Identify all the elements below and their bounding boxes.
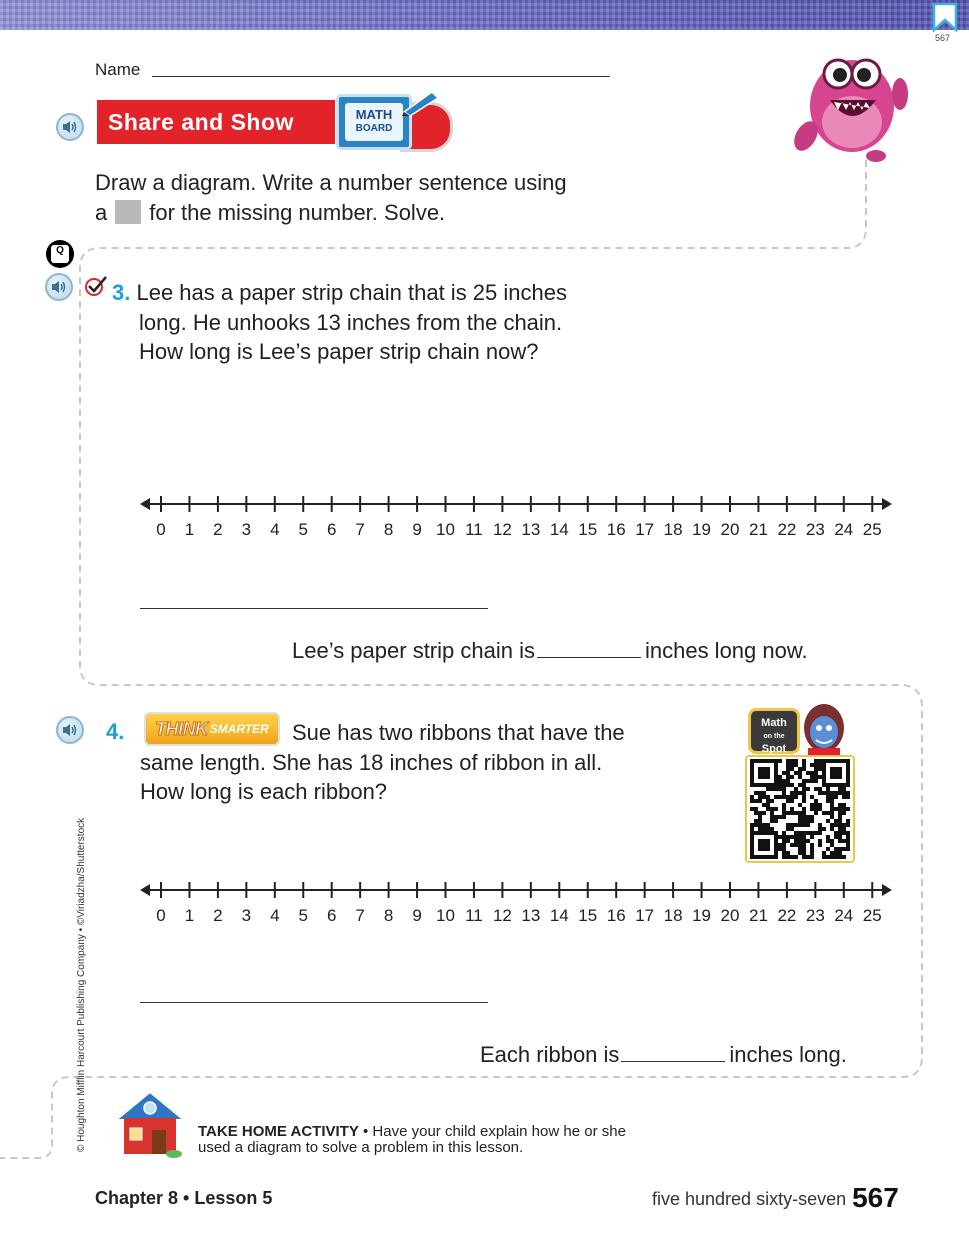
number-sentence-line-problem-3[interactable] (140, 608, 488, 609)
number-line-label: 4 (270, 520, 280, 539)
take-home-title: TAKE HOME ACTIVITY (198, 1123, 359, 1140)
problem-3 (112, 278, 567, 367)
number-line-label: 17 (635, 520, 655, 539)
number-line-label: 23 (805, 906, 825, 925)
arrow-right-icon (882, 498, 892, 510)
answer-3-before: Lee’s paper strip chain is (292, 638, 535, 663)
house-icon (110, 1088, 190, 1160)
mos-line-2: on the (763, 733, 785, 740)
marker-icon (398, 88, 444, 118)
problem-4 (140, 718, 700, 807)
number-line-label: 25 (862, 906, 882, 925)
speaker-icon (62, 120, 78, 134)
number-line-label: 19 (692, 520, 712, 539)
take-home-text-2: used a diagram to solve a problem in this lesson. (198, 1139, 524, 1156)
answer-3-blank[interactable] (537, 639, 641, 658)
number-line-label: 16 (606, 520, 626, 539)
number-line-label: 15 (578, 906, 598, 925)
number-line-label: 20 (720, 906, 740, 925)
number-line-label: 24 (834, 520, 854, 539)
number-line-label: 5 (298, 520, 308, 539)
number-line-label: 21 (748, 520, 768, 539)
number-sentence-line-problem-4[interactable] (140, 1002, 488, 1003)
name-input-line[interactable] (152, 76, 610, 77)
answer-4-after: inches long. (729, 1042, 847, 1067)
monster-character-image (790, 44, 910, 164)
problem-4-line-3: How long is each ribbon? (140, 779, 388, 804)
number-line-label: 5 (298, 906, 308, 925)
chapter-lesson: Chapter 8 • Lesson 5 (95, 1188, 273, 1208)
audio-button[interactable] (56, 113, 84, 141)
number-line-label: 0 (156, 520, 166, 539)
number-line-label: 19 (692, 906, 712, 925)
number-line-label: 22 (777, 906, 797, 925)
number-line-label: 18 (663, 520, 683, 539)
audio-button-problem-4[interactable] (56, 716, 84, 744)
copyright-notice: © Houghton Mifflin Harcourt Publishing Company • ©Viriadzha/Shutterstock (76, 817, 87, 1152)
problem-3-line-2: long. He unhooks 13 inches from the chain. (139, 309, 563, 335)
page-number-small: 567 (935, 33, 951, 43)
think-smarter-b: SMARTER (209, 722, 269, 736)
problem-4-line-1: Sue has two ribbons that have the (292, 720, 625, 745)
number-line-label: 9 (412, 906, 422, 925)
number-line-label: 1 (184, 906, 195, 925)
audio-button-problem-3[interactable] (45, 273, 73, 301)
mos-line-1: Math (761, 717, 787, 729)
mos-line-3: Spot (761, 743, 787, 755)
page-number-words: five hundred sixty-seven (652, 1189, 847, 1209)
page-number: 567 (852, 1182, 899, 1213)
problem-4-line-2: same length. She has 18 inches of ribbon in all. (140, 749, 603, 775)
share-and-show-banner: Share and Show (97, 100, 335, 144)
number-line-problem-4 (140, 876, 900, 932)
think-smarter-a: THINK (155, 718, 208, 739)
number-line-label: 24 (834, 906, 854, 925)
number-line-label: 8 (383, 906, 394, 925)
number-line-label: 2 (213, 906, 223, 925)
quiz-icon-letter: Q (51, 245, 69, 263)
take-home-text-1: • Have your child explain how he or she (363, 1123, 626, 1140)
number-line-label: 3 (241, 520, 252, 539)
name-label: Name (95, 60, 141, 79)
number-line-label: 20 (720, 520, 740, 539)
arrow-left-icon (140, 498, 150, 510)
take-home-activity (198, 1124, 698, 1156)
instructions (95, 168, 655, 228)
number-line-label: 6 (326, 906, 337, 925)
math-board-label-2: BOARD (355, 123, 393, 134)
number-line-label: 10 (436, 906, 455, 925)
number-line-label: 23 (805, 520, 825, 539)
number-line-label: 1 (184, 520, 195, 539)
answer-3-after: inches long now. (644, 638, 808, 663)
page-footer (652, 1182, 899, 1214)
answer-problem-4 (480, 1042, 847, 1068)
speaker-icon (62, 723, 78, 737)
number-line-label: 6 (326, 520, 337, 539)
quiz-icon[interactable] (46, 240, 74, 268)
number-line-label: 17 (635, 906, 655, 925)
problem-4-number: 4. (106, 719, 125, 744)
math-board-label-1: MATH (355, 107, 393, 122)
instructions-line-1: Draw a diagram. Write a number sentence using (95, 170, 567, 195)
number-line-label: 14 (549, 520, 569, 539)
number-line-label: 21 (748, 906, 768, 925)
number-line-label: 11 (465, 520, 483, 539)
math-on-the-spot-character-image (798, 700, 850, 758)
number-line-label: 9 (412, 520, 422, 539)
qr-code-pattern (747, 757, 853, 861)
number-line-label: 22 (777, 520, 797, 539)
answer-4-before: Each ribbon is (480, 1042, 620, 1067)
number-line-label: 15 (578, 520, 598, 539)
math-on-the-spot-badge[interactable] (748, 708, 800, 754)
number-line-label: 7 (355, 906, 365, 925)
qr-code-image[interactable] (745, 755, 855, 863)
number-line-label: 7 (355, 520, 365, 539)
arrow-right-icon (882, 884, 892, 896)
number-line-label: 3 (241, 906, 252, 925)
number-line-label: 2 (213, 520, 223, 539)
number-line-label: 8 (383, 520, 394, 539)
speaker-icon (51, 280, 67, 294)
problem-3-number: 3. (112, 280, 131, 305)
number-line-label: 25 (862, 520, 882, 539)
number-line-label: 12 (492, 520, 512, 539)
problem-3-line-3: How long is Lee’s paper strip chain now? (139, 339, 539, 364)
checkmark-icon (84, 275, 108, 297)
number-line-label: 0 (156, 906, 166, 925)
number-line-label: 14 (549, 906, 569, 925)
number-line-label: 13 (521, 906, 541, 925)
number-line-label: 13 (521, 520, 541, 539)
problem-3-line-1: Lee has a paper strip chain that is 25 inches (136, 280, 567, 305)
missing-number-box (115, 200, 141, 224)
number-line-problem-3 (140, 490, 900, 546)
instructions-line-2b: for the missing number. Solve. (149, 200, 446, 225)
answer-4-blank[interactable] (621, 1043, 725, 1062)
answer-problem-3 (292, 638, 808, 664)
number-line-label: 16 (606, 906, 626, 925)
number-line-label: 10 (436, 520, 455, 539)
number-line-label: 18 (663, 906, 683, 925)
instructions-line-2a: a (95, 200, 108, 225)
number-line-label: 4 (270, 906, 280, 925)
number-line-label: 12 (492, 906, 512, 925)
arrow-left-icon (140, 884, 150, 896)
number-line-label: 11 (465, 906, 483, 925)
